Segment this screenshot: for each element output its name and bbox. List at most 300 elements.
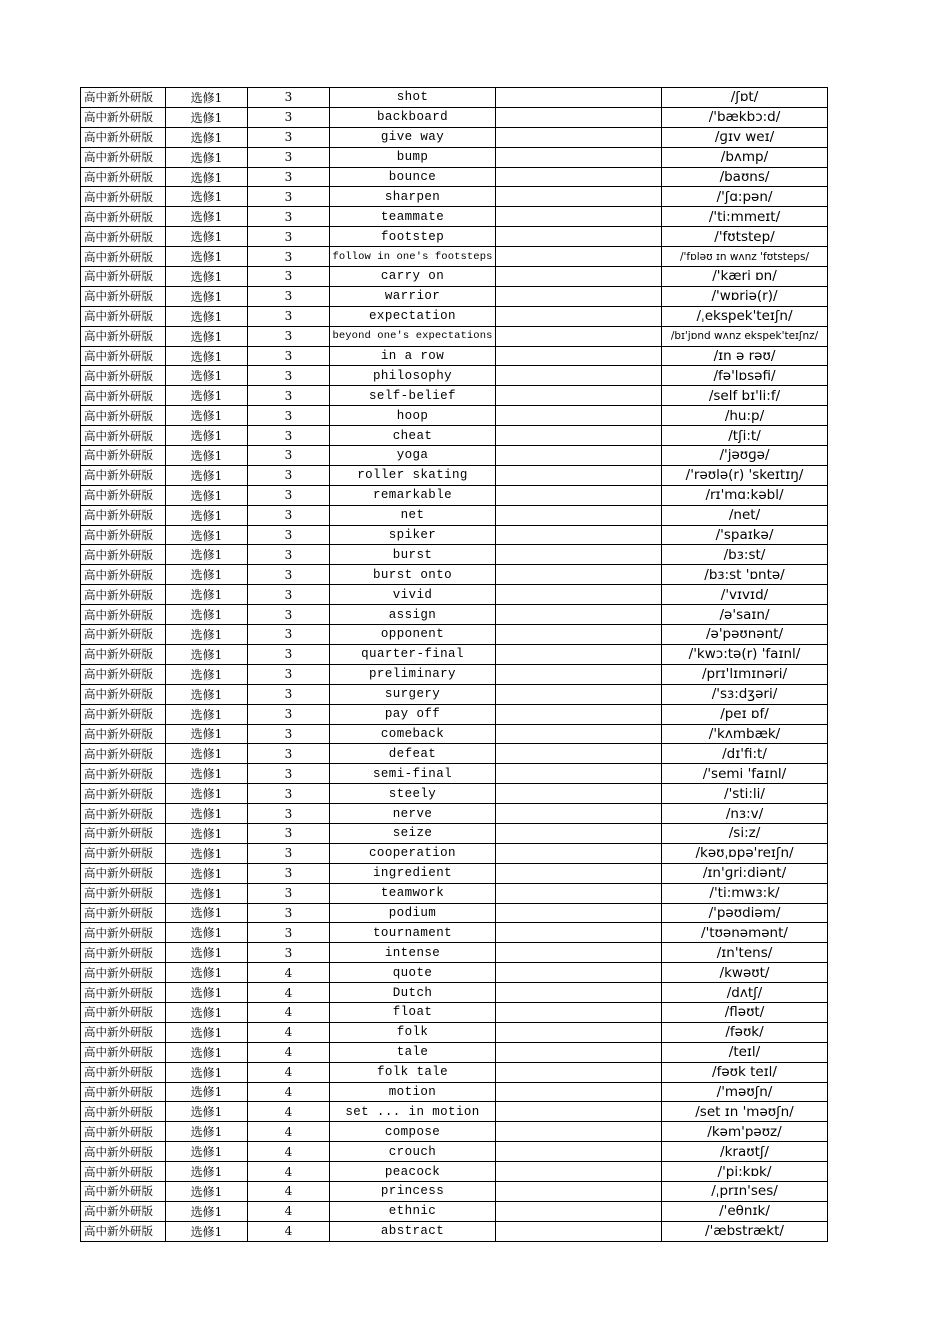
word-cell: expectation [330,306,496,326]
table-row [81,1022,828,1042]
phonetic-cell: /ɪn ə rəʊ/ [662,346,828,366]
textbook-cell: 高中新外研版 [81,1142,166,1162]
module-cell: 选修1 [166,784,248,804]
phonetic-cell: /teɪl/ [662,1042,828,1062]
module-cell: 选修1 [166,1201,248,1221]
phonetic-cell: /rɪ'mɑ:kəbl/ [662,485,828,505]
word-cell: hoop [330,406,496,426]
word-cell: self-belief [330,386,496,406]
unit-cell: 3 [248,107,330,127]
word-cell: teammate [330,207,496,227]
meaning-cell [496,1201,662,1221]
textbook-cell: 高中新外研版 [81,127,166,147]
phonetic-cell: /bɜ:st/ [662,545,828,565]
word-cell: peacock [330,1162,496,1182]
word-cell: opponent [330,625,496,645]
meaning-cell [496,485,662,505]
word-cell: spiker [330,525,496,545]
textbook-cell: 高中新外研版 [81,426,166,446]
table-row [81,167,828,187]
unit-cell: 3 [248,883,330,903]
phonetic-cell: /fə'lɒsəfi/ [662,366,828,386]
phonetic-cell: /ɡɪv weɪ/ [662,127,828,147]
module-cell: 选修1 [166,724,248,744]
module-cell: 选修1 [166,286,248,306]
module-cell: 选修1 [166,227,248,247]
unit-cell: 3 [248,804,330,824]
unit-cell: 4 [248,1022,330,1042]
meaning-cell [496,784,662,804]
phonetic-cell: /'æbstrækt/ [662,1221,828,1241]
table-row [81,1201,828,1221]
table-row [81,823,828,843]
table-row [81,983,828,1003]
unit-cell: 4 [248,1002,330,1022]
meaning-cell [496,147,662,167]
table-row [81,505,828,525]
word-cell: comeback [330,724,496,744]
table-row [81,207,828,227]
word-cell: bounce [330,167,496,187]
table-row [81,326,828,346]
meaning-cell [496,107,662,127]
table-row [81,545,828,565]
table-row [81,625,828,645]
table-row [81,1042,828,1062]
phonetic-cell: /'ti:mwɜ:k/ [662,883,828,903]
textbook-cell: 高中新外研版 [81,167,166,187]
textbook-cell: 高中新外研版 [81,1042,166,1062]
unit-cell: 3 [248,127,330,147]
meaning-cell [496,366,662,386]
module-cell: 选修1 [166,346,248,366]
meaning-cell [496,684,662,704]
module-cell: 选修1 [166,863,248,883]
phonetic-cell: /'pəʊdiəm/ [662,903,828,923]
vocabulary-table [80,87,828,1242]
unit-cell: 3 [248,704,330,724]
unit-cell: 3 [248,306,330,326]
meaning-cell [496,465,662,485]
unit-cell: 4 [248,1082,330,1102]
textbook-cell: 高中新外研版 [81,605,166,625]
textbook-cell: 高中新外研版 [81,963,166,983]
meaning-cell [496,1102,662,1122]
unit-cell: 4 [248,1142,330,1162]
textbook-cell: 高中新外研版 [81,784,166,804]
meaning-cell [496,1162,662,1182]
meaning-cell [496,843,662,863]
phonetic-cell: /ə'saɪn/ [662,605,828,625]
word-cell: cheat [330,426,496,446]
textbook-cell: 高中新外研版 [81,863,166,883]
meaning-cell [496,923,662,943]
word-cell: carry on [330,267,496,287]
module-cell: 选修1 [166,923,248,943]
textbook-cell: 高中新外研版 [81,843,166,863]
word-cell: set ... in motion [330,1102,496,1122]
module-cell: 选修1 [166,605,248,625]
phonetic-cell: /'tʊənəmənt/ [662,923,828,943]
meaning-cell [496,1221,662,1241]
module-cell: 选修1 [166,943,248,963]
phonetic-cell: /fləʊt/ [662,1002,828,1022]
textbook-cell: 高中新外研版 [81,1102,166,1122]
table-row [81,1002,828,1022]
phonetic-cell: /'bækbɔ:d/ [662,107,828,127]
phonetic-cell: /ʃɒt/ [662,88,828,108]
word-cell: shot [330,88,496,108]
phonetic-cell: /dʌtʃ/ [662,983,828,1003]
meaning-cell [496,963,662,983]
word-cell: in a row [330,346,496,366]
meaning-cell [496,1122,662,1142]
module-cell: 选修1 [166,1062,248,1082]
textbook-cell: 高中新外研版 [81,983,166,1003]
table-row [81,585,828,605]
meaning-cell [496,187,662,207]
meaning-cell [496,1002,662,1022]
meaning-cell [496,764,662,784]
phonetic-cell: /'ʃɑ:pən/ [662,187,828,207]
meaning-cell [496,565,662,585]
meaning-cell [496,247,662,267]
word-cell: remarkable [330,485,496,505]
textbook-cell: 高中新外研版 [81,1162,166,1182]
unit-cell: 3 [248,465,330,485]
unit-cell: 4 [248,1042,330,1062]
textbook-cell: 高中新外研版 [81,286,166,306]
phonetic-cell: /'sti:li/ [662,784,828,804]
module-cell: 选修1 [166,664,248,684]
textbook-cell: 高中新外研版 [81,1062,166,1082]
module-cell: 选修1 [166,187,248,207]
word-cell: net [330,505,496,525]
word-cell: steely [330,784,496,804]
module-cell: 选修1 [166,764,248,784]
table-row [81,704,828,724]
textbook-cell: 高中新外研版 [81,1002,166,1022]
module-cell: 选修1 [166,465,248,485]
word-cell: quote [330,963,496,983]
word-cell: sharpen [330,187,496,207]
textbook-cell: 高中新外研版 [81,1122,166,1142]
table-row [81,147,828,167]
table-row [81,267,828,287]
phonetic-cell: /ə'pəʊnənt/ [662,625,828,645]
table-row [81,1062,828,1082]
word-cell: tale [330,1042,496,1062]
table-row [81,1181,828,1201]
word-cell: nerve [330,804,496,824]
meaning-cell [496,386,662,406]
phonetic-cell: /'məʊʃn/ [662,1082,828,1102]
phonetic-cell: /set ɪn 'məʊʃn/ [662,1102,828,1122]
word-cell: motion [330,1082,496,1102]
word-cell: podium [330,903,496,923]
phonetic-cell: /'spaɪkə/ [662,525,828,545]
unit-cell: 4 [248,1221,330,1241]
module-cell: 选修1 [166,267,248,287]
unit-cell: 3 [248,843,330,863]
meaning-cell [496,306,662,326]
module-cell: 选修1 [166,823,248,843]
word-cell: folk [330,1022,496,1042]
meaning-cell [496,127,662,147]
meaning-cell [496,724,662,744]
module-cell: 选修1 [166,207,248,227]
meaning-cell [496,804,662,824]
module-cell: 选修1 [166,684,248,704]
module-cell: 选修1 [166,1022,248,1042]
table-row [81,744,828,764]
table-row [81,187,828,207]
unit-cell: 3 [248,923,330,943]
meaning-cell [496,207,662,227]
phonetic-cell: /'rəʊlə(r) 'skeɪtɪŋ/ [662,465,828,485]
word-cell: burst [330,545,496,565]
word-cell: folk tale [330,1062,496,1082]
unit-cell: 3 [248,943,330,963]
table-row [81,465,828,485]
meaning-cell [496,167,662,187]
table-row [81,903,828,923]
meaning-cell [496,605,662,625]
unit-cell: 3 [248,724,330,744]
module-cell: 选修1 [166,744,248,764]
meaning-cell [496,1062,662,1082]
unit-cell: 3 [248,386,330,406]
unit-cell: 3 [248,267,330,287]
phonetic-cell: /self bɪ'li:f/ [662,386,828,406]
unit-cell: 3 [248,784,330,804]
word-cell: teamwork [330,883,496,903]
table-row [81,963,828,983]
textbook-cell: 高中新外研版 [81,505,166,525]
module-cell: 选修1 [166,107,248,127]
unit-cell: 4 [248,963,330,983]
meaning-cell [496,625,662,645]
unit-cell: 3 [248,426,330,446]
phonetic-cell: /ˌprɪn'ses/ [662,1181,828,1201]
phonetic-cell: /kwəʊt/ [662,963,828,983]
table-row [81,386,828,406]
table-row [81,426,828,446]
meaning-cell [496,545,662,565]
textbook-cell: 高中新外研版 [81,644,166,664]
phonetic-cell: /baʊns/ [662,167,828,187]
word-cell: float [330,1002,496,1022]
word-cell: abstract [330,1221,496,1241]
phonetic-cell: /bɪ'jɒnd wʌnz ekspek'teɪʃnz/ [662,326,828,346]
table-row [81,724,828,744]
textbook-cell: 高中新外研版 [81,943,166,963]
module-cell: 选修1 [166,1181,248,1201]
unit-cell: 3 [248,346,330,366]
word-cell: quarter-final [330,644,496,664]
phonetic-cell: /'fʊtstep/ [662,227,828,247]
textbook-cell: 高中新外研版 [81,107,166,127]
unit-cell: 3 [248,247,330,267]
textbook-cell: 高中新外研版 [81,465,166,485]
word-cell: compose [330,1122,496,1142]
table-row [81,127,828,147]
meaning-cell [496,903,662,923]
module-cell: 选修1 [166,247,248,267]
unit-cell: 3 [248,545,330,565]
phonetic-cell: /'pi:kɒk/ [662,1162,828,1182]
module-cell: 选修1 [166,843,248,863]
module-cell: 选修1 [166,804,248,824]
unit-cell: 3 [248,326,330,346]
word-cell: warrior [330,286,496,306]
meaning-cell [496,1042,662,1062]
table-row [81,346,828,366]
word-cell: bump [330,147,496,167]
unit-cell: 4 [248,1201,330,1221]
word-cell: ethnic [330,1201,496,1221]
meaning-cell [496,326,662,346]
table-row [81,247,828,267]
table-row [81,843,828,863]
phonetic-cell: /'jəʊɡə/ [662,446,828,466]
word-cell: follow in one's footsteps [330,247,496,267]
unit-cell: 3 [248,227,330,247]
module-cell: 选修1 [166,326,248,346]
meaning-cell [496,1082,662,1102]
textbook-cell: 高中新外研版 [81,247,166,267]
phonetic-cell: /si:z/ [662,823,828,843]
word-cell: burst onto [330,565,496,585]
meaning-cell [496,1022,662,1042]
module-cell: 选修1 [166,485,248,505]
unit-cell: 3 [248,406,330,426]
table-row [81,784,828,804]
textbook-cell: 高中新外研版 [81,1022,166,1042]
module-cell: 选修1 [166,525,248,545]
unit-cell: 3 [248,525,330,545]
table-row [81,1082,828,1102]
meaning-cell [496,664,662,684]
module-cell: 选修1 [166,1142,248,1162]
unit-cell: 3 [248,366,330,386]
phonetic-cell: /'vɪvɪd/ [662,585,828,605]
textbook-cell: 高中新外研版 [81,704,166,724]
module-cell: 选修1 [166,1122,248,1142]
textbook-cell: 高中新外研版 [81,386,166,406]
module-cell: 选修1 [166,88,248,108]
word-cell: defeat [330,744,496,764]
unit-cell: 3 [248,207,330,227]
table-row [81,764,828,784]
phonetic-cell: /'fɒləʊ ɪn wʌnz 'fʊtsteps/ [662,247,828,267]
phonetic-cell: /ˌekspek'teɪʃn/ [662,306,828,326]
module-cell: 选修1 [166,306,248,326]
phonetic-cell: /kəm'pəʊz/ [662,1122,828,1142]
word-cell: crouch [330,1142,496,1162]
phonetic-cell: /kraʊtʃ/ [662,1142,828,1162]
word-cell: pay off [330,704,496,724]
table-row [81,1162,828,1182]
meaning-cell [496,505,662,525]
meaning-cell [496,286,662,306]
textbook-cell: 高中新外研版 [81,883,166,903]
table-row [81,286,828,306]
table-row [81,366,828,386]
word-cell: backboard [330,107,496,127]
module-cell: 选修1 [166,426,248,446]
phonetic-cell: /dɪ'fi:t/ [662,744,828,764]
module-cell: 选修1 [166,386,248,406]
unit-cell: 3 [248,187,330,207]
table-row [81,863,828,883]
meaning-cell [496,644,662,664]
module-cell: 选修1 [166,1162,248,1182]
textbook-cell: 高中新外研版 [81,326,166,346]
phonetic-cell: /kəʊˌɒpə'reɪʃn/ [662,843,828,863]
unit-cell: 3 [248,644,330,664]
textbook-cell: 高中新外研版 [81,366,166,386]
unit-cell: 3 [248,684,330,704]
table-row [81,107,828,127]
textbook-cell: 高中新外研版 [81,446,166,466]
textbook-cell: 高中新外研版 [81,406,166,426]
meaning-cell [496,983,662,1003]
unit-cell: 3 [248,167,330,187]
unit-cell: 4 [248,1122,330,1142]
meaning-cell [496,1181,662,1201]
table-row [81,406,828,426]
table-row [81,644,828,664]
table-row [81,306,828,326]
word-cell: semi-final [330,764,496,784]
meaning-cell [496,426,662,446]
phonetic-cell: /bɜ:st 'ɒntə/ [662,565,828,585]
textbook-cell: 高中新外研版 [81,585,166,605]
word-cell: philosophy [330,366,496,386]
unit-cell: 3 [248,903,330,923]
phonetic-cell: /'wɒriə(r)/ [662,286,828,306]
word-cell: assign [330,605,496,625]
meaning-cell [496,267,662,287]
module-cell: 选修1 [166,704,248,724]
phonetic-cell: /net/ [662,505,828,525]
unit-cell: 4 [248,1181,330,1201]
module-cell: 选修1 [166,127,248,147]
textbook-cell: 高中新外研版 [81,346,166,366]
textbook-cell: 高中新外研版 [81,764,166,784]
unit-cell: 3 [248,565,330,585]
meaning-cell [496,346,662,366]
unit-cell: 4 [248,1102,330,1122]
meaning-cell [496,1142,662,1162]
textbook-cell: 高中新外研版 [81,625,166,645]
table-row [81,485,828,505]
unit-cell: 3 [248,764,330,784]
word-cell: intense [330,943,496,963]
module-cell: 选修1 [166,545,248,565]
unit-cell: 4 [248,983,330,1003]
textbook-cell: 高中新外研版 [81,1221,166,1241]
module-cell: 选修1 [166,585,248,605]
unit-cell: 3 [248,286,330,306]
unit-cell: 3 [248,485,330,505]
phonetic-cell: /'eθnɪk/ [662,1201,828,1221]
module-cell: 选修1 [166,505,248,525]
unit-cell: 3 [248,446,330,466]
table-row [81,525,828,545]
phonetic-cell: /ɪn'tens/ [662,943,828,963]
